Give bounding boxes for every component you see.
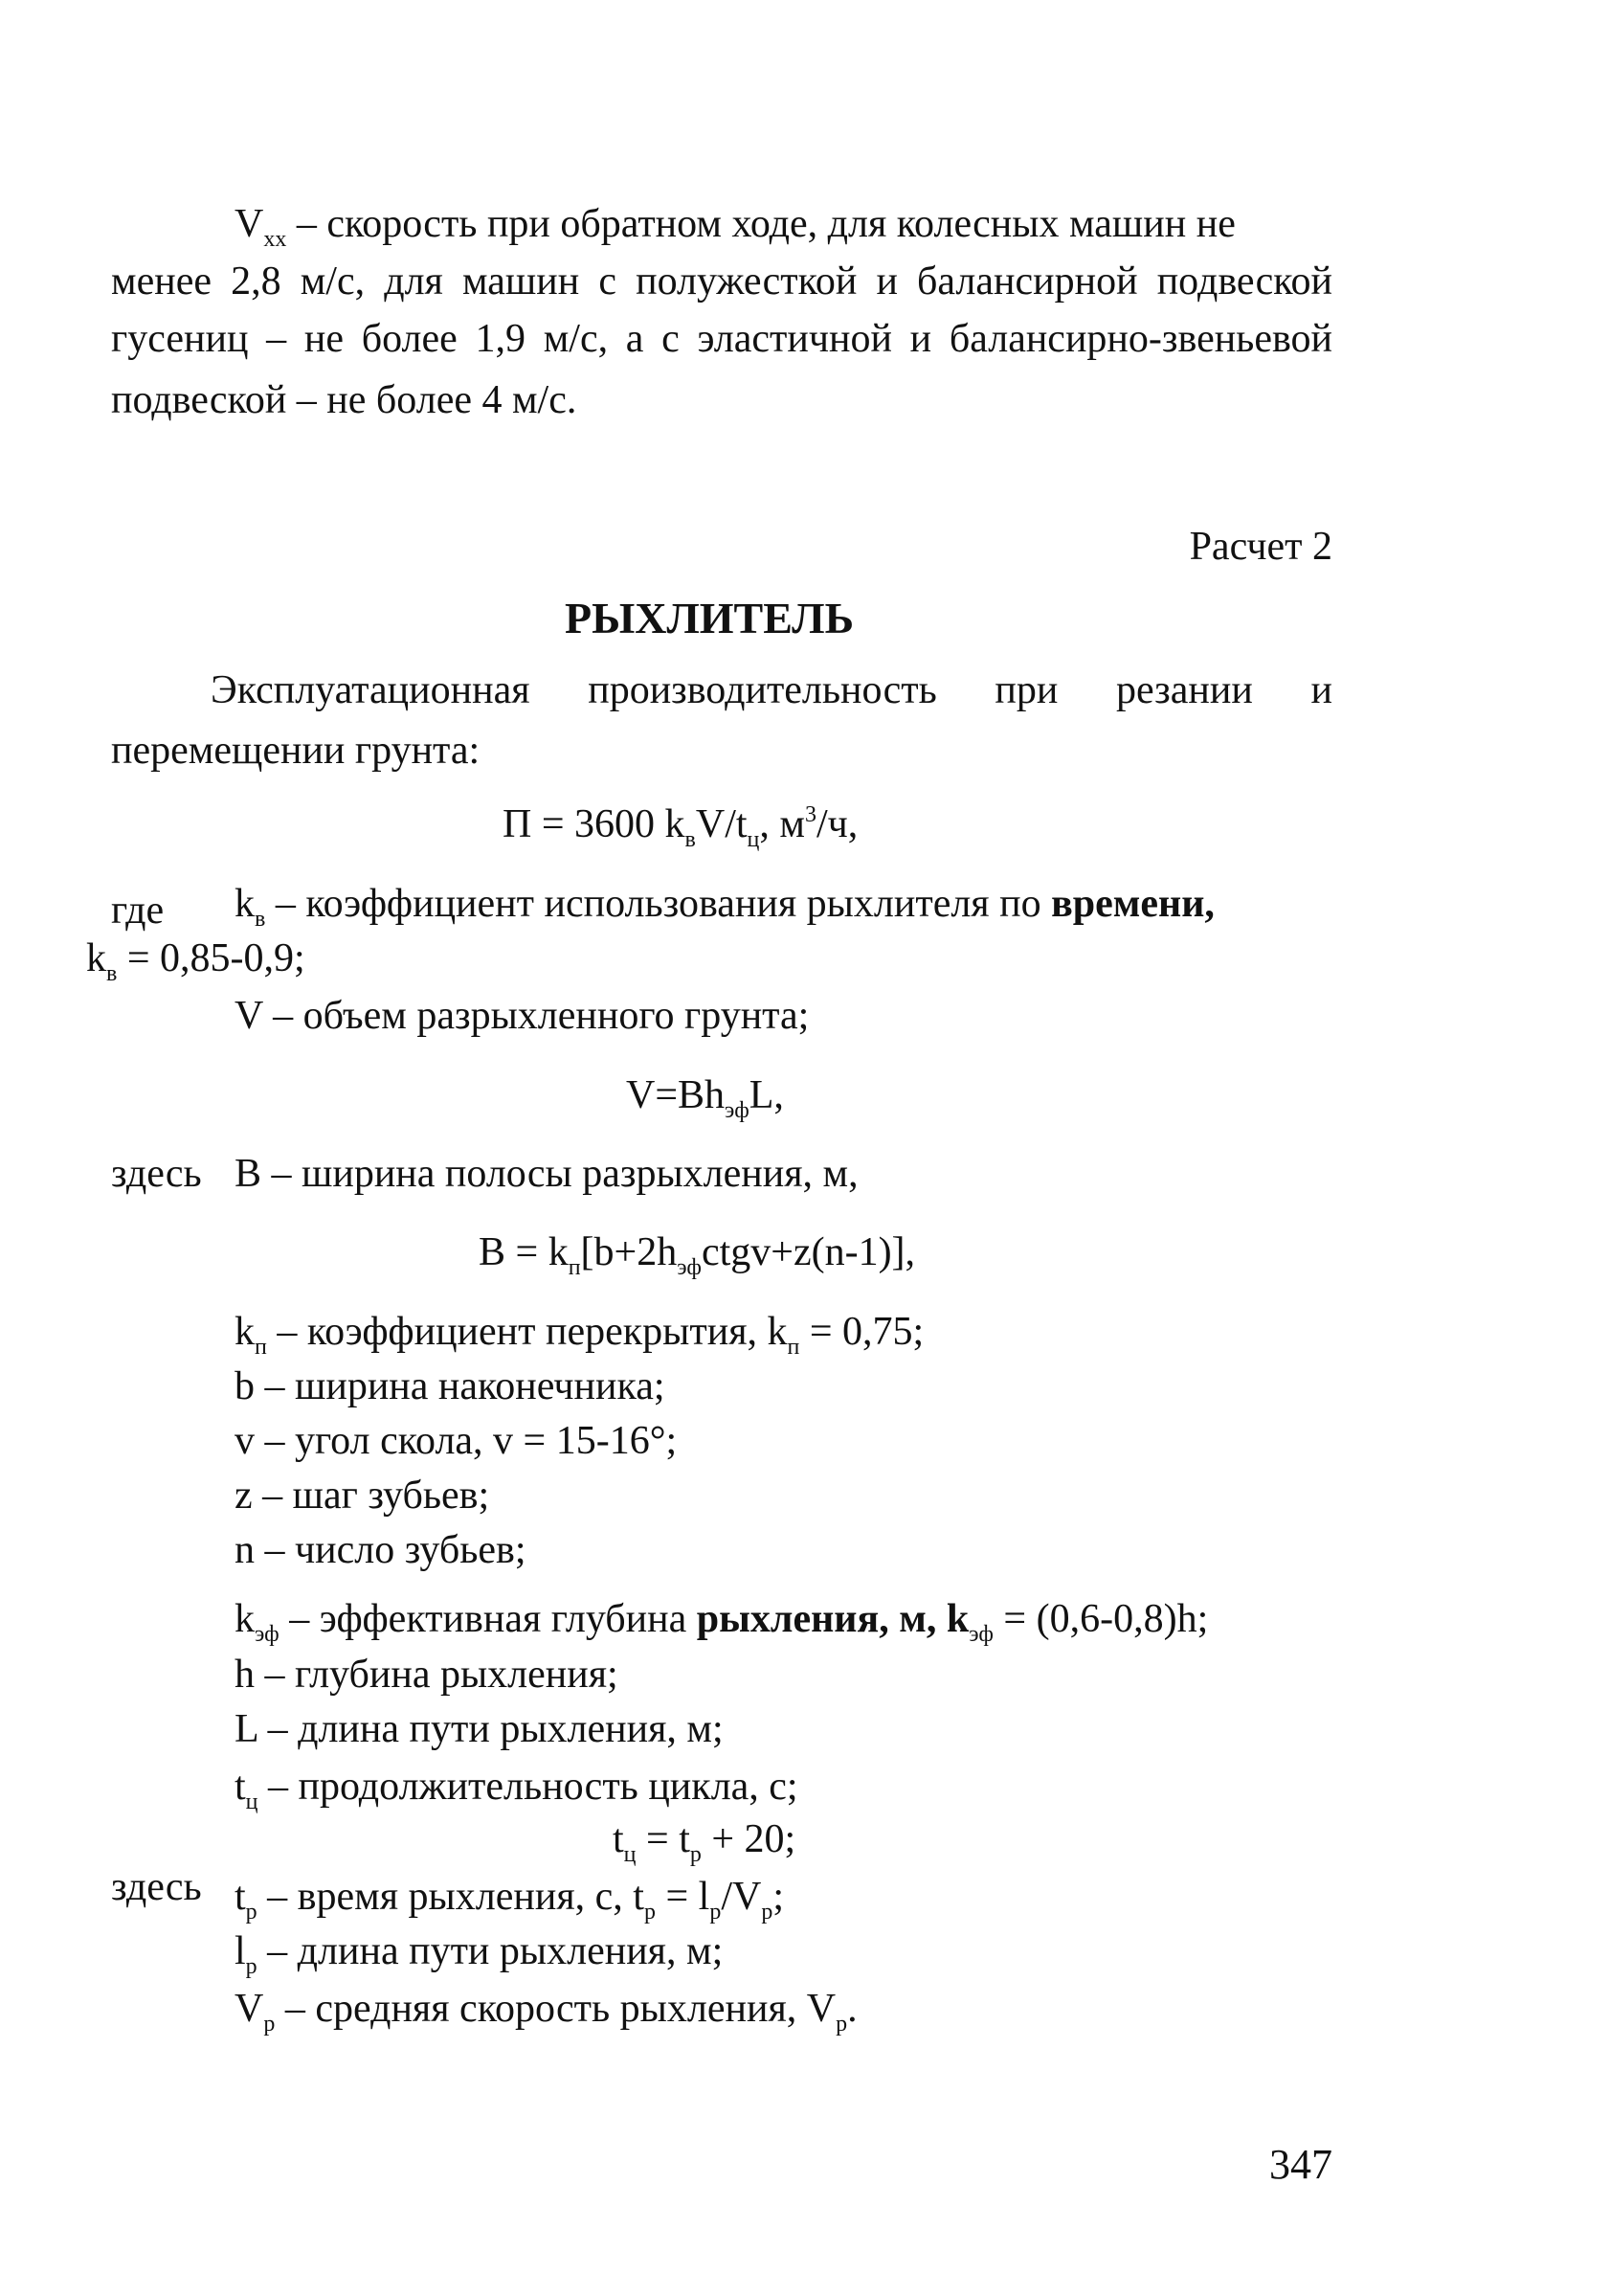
definition-line: $k_в = 0,85-0,9$; bbox=[86, 936, 305, 986]
page-number: 347 bbox=[1269, 2141, 1332, 2188]
paragraph-line: подвеской – не более 4 м/с. bbox=[111, 378, 577, 422]
definition-line: v – угол скола, v = 15-16°; bbox=[235, 1419, 678, 1463]
paragraph-line: гусениц – не более 1,9 м/с, а с эластичной и балансирно-звеньевой bbox=[111, 317, 1332, 361]
section-label: Расчет 2 bbox=[1189, 525, 1332, 569]
definition-line: n – число зубьев; bbox=[235, 1528, 526, 1572]
paragraph-line: менее 2,8 м/с, для машин с полужесткой и балансирной подвеской bbox=[111, 259, 1332, 304]
volume-formula: $V=Bh_{эф}L$, bbox=[626, 1073, 784, 1123]
zdes-label: здесь bbox=[111, 1865, 202, 1909]
definition-line: $k_{эф}$ – эффективная глубина рыхления, м, $k_{эф} = (0,6-0,8)h$; bbox=[235, 1597, 1209, 1647]
definition-line: $t_р$ – время рыхления, с, $t_р = l_р/V_р$; bbox=[235, 1875, 784, 1925]
definition-line: $l_р$ – длина пути рыхления, м; bbox=[235, 1929, 724, 1979]
productivity-formula: П = 3600 $k_вV/t_ц$, $м^3/ч$, bbox=[503, 802, 859, 852]
intro-line: Эксплуатационная производительность при резании и bbox=[211, 668, 1332, 712]
width-formula: $B = k_п[b+2h_{эф}ctgv+z(n-1)]$, bbox=[479, 1230, 916, 1280]
definition-line: $t_ц$ – продолжительность цикла, с; bbox=[235, 1765, 798, 1814]
paragraph-line: $V_{хх}$ – скорость при обратном ходе, для колесных машин не bbox=[235, 202, 1236, 252]
definition-line: h – глубина рыхления; bbox=[235, 1653, 618, 1697]
definition-line: $k_п$ – коэффициент перекрытия, $k_п = 0,75$; bbox=[235, 1310, 925, 1360]
definition-line: b – ширина наконечника; bbox=[235, 1364, 665, 1408]
zdes-label: здесь bbox=[111, 1152, 202, 1196]
definition-line: $V_р$ – средняя скорость рыхления, $V_р$. bbox=[235, 1987, 858, 2037]
definition-line: V – объем разрыхленного грунта; bbox=[235, 994, 810, 1038]
definition-line: z – шаг зубьев; bbox=[235, 1474, 490, 1518]
intro-line: перемещении грунта: bbox=[111, 729, 481, 773]
definition-line: L – длина пути рыхления, м; bbox=[235, 1707, 724, 1751]
definition-line: $k_в$ – коэффициент использования рыхлителя по времени, bbox=[235, 882, 1215, 932]
definition-line: B – ширина полосы разрыхления, м, bbox=[235, 1152, 859, 1196]
cycle-formula: $t_ц = t_р + 20$; bbox=[613, 1817, 796, 1867]
section-heading: РЫХЛИТЕЛЬ bbox=[565, 594, 854, 642]
gde-label: где bbox=[111, 889, 165, 933]
